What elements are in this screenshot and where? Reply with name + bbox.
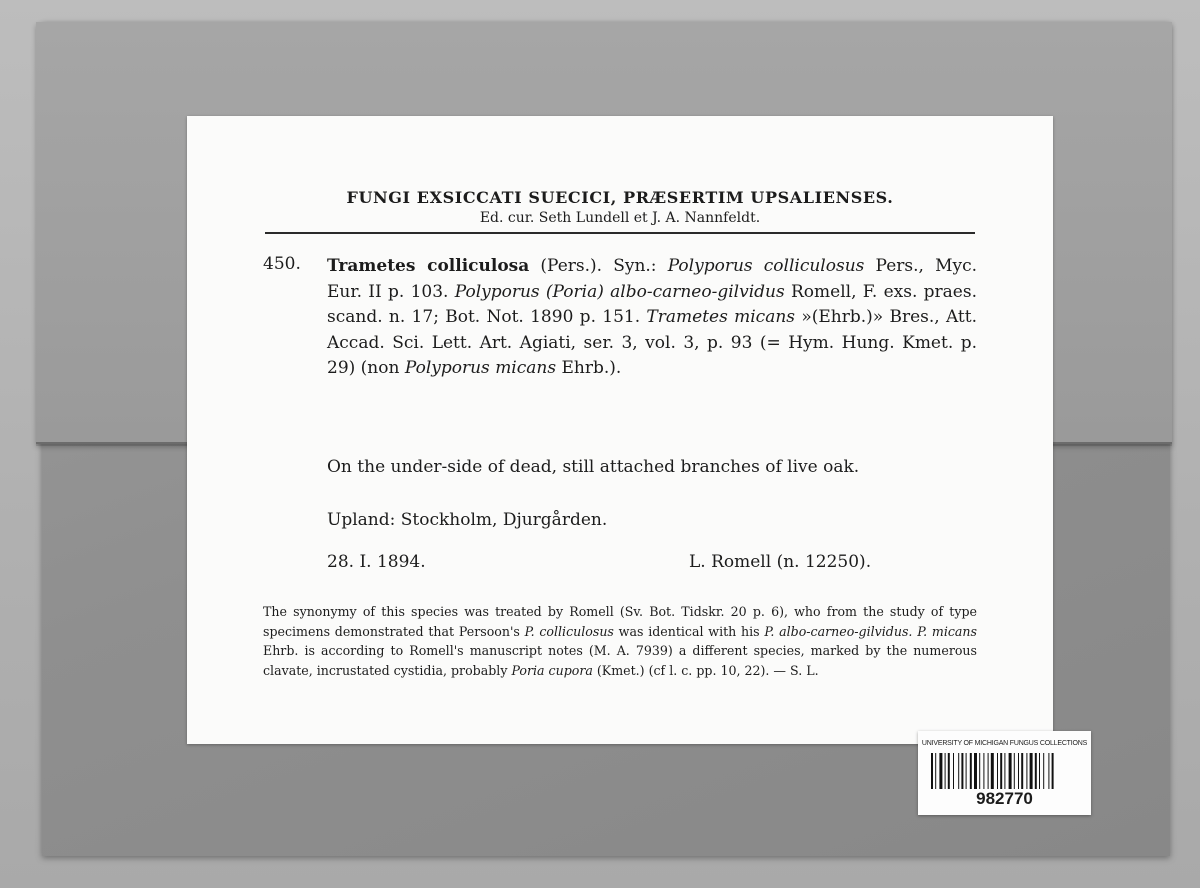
- barcode-stripe: [974, 753, 977, 789]
- note-text-part: was identical with his: [613, 623, 765, 639]
- entry-text-part: Pers., Myc. Eur. II p. 103.: [327, 256, 978, 302]
- entry-text-part: »(Ehrb.)» Bres., Att. Accad. Sci. Lett. Art. Agiati, ser. 3, vol. 3, p. 93 (= Hym. Hung. Kmet. p. 29) (non: [327, 307, 978, 379]
- habitat-text: On the under-side of dead, still attached branches of live oak.: [327, 457, 860, 477]
- collector-text: L. Romell (n. 12250).: [689, 552, 872, 572]
- barcode-stripe: [991, 753, 994, 789]
- barcode-stripe: [1039, 753, 1040, 789]
- collection-date: 28. I. 1894.: [327, 552, 426, 572]
- barcode-stripe: [1009, 753, 1012, 789]
- note-text-part: The synonymy of this species was treated by Romell (Sv. Bot. Tidskr. 20 p. 6), who from the study of type specimens demonstrated that Persoon's: [263, 604, 977, 639]
- entry-text-part: (Pers.). Syn.:: [529, 256, 668, 276]
- barcode-stripe: [1052, 753, 1054, 789]
- synonym-name: Polyporus micans: [404, 358, 557, 379]
- barcode-stripe: [945, 753, 946, 789]
- barcode-stripe: [961, 753, 963, 789]
- note-text-part: (Kmet.) (cf l. c. pp. 10, 22). — S. L.: [592, 662, 819, 678]
- locality-text: Upland: Stockholm, Djurgården.: [327, 510, 608, 530]
- barcode-stripe: [1004, 753, 1005, 789]
- header-rule: [265, 232, 975, 234]
- label-header-editors: Ed. cur. Seth Lundell et J. A. Nannfeldt.: [479, 210, 761, 226]
- taxonomic-note: [263, 602, 977, 680]
- label-header-title: FUNGI EXSICCATI SUECICI, PRÆSERTIM UPSALIENSES.: [346, 188, 894, 207]
- synonym-name: Polyporus (Poria) albo-carneo-gilvidus: [454, 281, 785, 302]
- species-name: Trametes colliculosa: [327, 256, 530, 276]
- barcode-label: [918, 731, 1091, 815]
- barcode-stripe: [983, 753, 984, 789]
- barcode-stripe: [1014, 753, 1015, 789]
- barcode-stripe: [1035, 753, 1037, 789]
- barcode-stripe: [1043, 753, 1044, 789]
- barcode-stripe: [1021, 753, 1023, 789]
- barcode-stripe: [966, 753, 967, 789]
- barcode-stripe: [1030, 753, 1033, 789]
- barcode-stripe: [1018, 753, 1019, 789]
- note-italic: P. colliculosus: [524, 623, 614, 639]
- barcode-stripe: [979, 753, 980, 789]
- note-text-part: Ehrb. is according to Romell's manuscript notes (M. A. 7939) a different species, marked by the numerous clavate, incrustated cystidia, probably: [263, 643, 977, 678]
- barcode-stripe: [953, 753, 954, 789]
- barcode-stripe: [988, 753, 989, 789]
- barcode-number: 982770: [976, 789, 1033, 808]
- entry-text-part: Romell, F. exs. praes. scand. n. 17; Bot. Not. 1890 p. 151.: [327, 281, 977, 328]
- entry-text-part: Ehrb.).: [556, 358, 622, 379]
- barcode-title: UNIVERSITY OF MICHIGAN FUNGUS COLLECTIONS: [921, 740, 1088, 747]
- barcode-stripe: [958, 753, 959, 789]
- barcode-stripe: [939, 753, 942, 789]
- synonym-name: Polyporus colliculosus: [667, 256, 865, 276]
- note-italic: P. albo-carneo-gilvidus. P. micans: [764, 623, 977, 639]
- specimen-label: [187, 116, 1053, 744]
- note-italic: Poria cupora: [511, 662, 593, 678]
- barcode-stripe: [935, 753, 936, 789]
- barcode-stripe: [970, 753, 972, 789]
- barcode-stripe: [948, 753, 950, 789]
- entry-text: [327, 254, 977, 382]
- entry-number: 450.: [263, 254, 301, 274]
- barcode-stripe: [931, 753, 933, 789]
- barcode-stripe: [997, 753, 998, 789]
- barcode-stripe: [1048, 753, 1049, 789]
- barcode-bars: [931, 753, 1079, 789]
- barcode-stripe: [1000, 753, 1002, 789]
- barcode-stripe: [1026, 753, 1027, 789]
- synonym-name: Trametes micans: [646, 307, 796, 328]
